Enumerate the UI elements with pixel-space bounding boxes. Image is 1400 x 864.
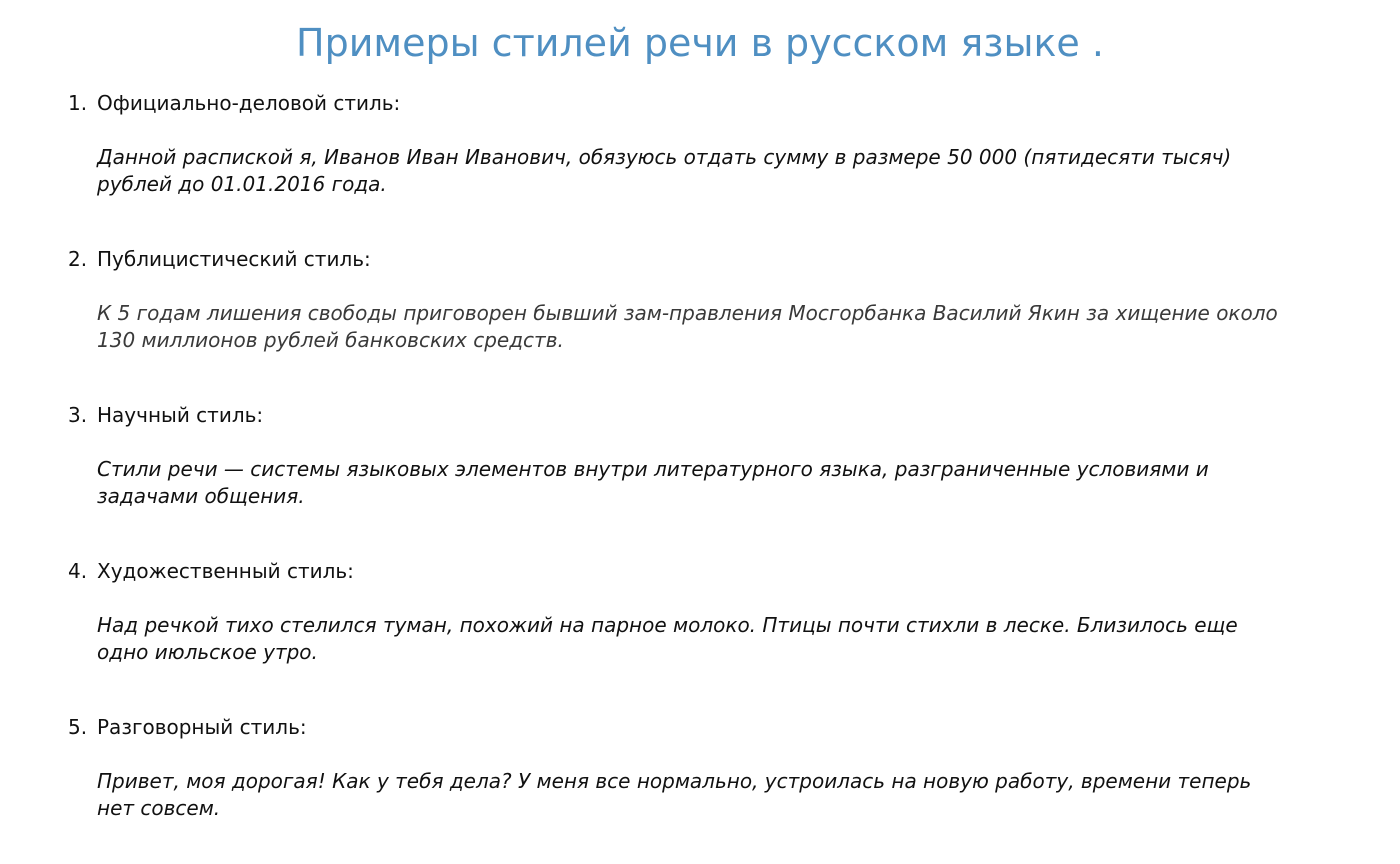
example-line: Стили речи — системы языковых элементов внутри литературного языка, разграниченные условиями и [97, 457, 1209, 481]
example-line: одно июльское утро. [97, 640, 318, 664]
section-number: 1. [68, 91, 88, 115]
example-line: Данной распиской я, Иванов Иван Иванович, обязуюсь отдать сумму в размере 50 000 (пятидесяти тысяч) [97, 145, 1232, 169]
example-line: задачами общения. [97, 484, 305, 508]
section-title: Публицистический стиль: [97, 247, 371, 271]
style-section-artistic [68, 558, 1368, 666]
section-example [97, 300, 1387, 354]
section-heading [68, 246, 1368, 272]
example-line: нет совсем. [97, 796, 221, 820]
style-section-official [68, 90, 1368, 198]
style-section-publicistic [68, 246, 1368, 354]
example-line: Над речкой тихо стелился туман, похожий на парное молоко. Птицы почти стихли в леске. Близилось еще [97, 613, 1238, 637]
section-title: Художественный стиль: [97, 559, 354, 583]
page-title: Примеры стилей речи в русском языке . [296, 21, 1104, 65]
section-title: Разговорный стиль: [97, 715, 307, 739]
example-line: Привет, моя дорогая! Как у тебя дела? У меня все нормально, устроилась на новую работу, времени теперь [97, 769, 1252, 793]
section-heading [68, 714, 1368, 740]
section-example [97, 768, 1387, 822]
section-example [97, 144, 1387, 198]
section-number: 5. [68, 715, 88, 739]
section-number: 4. [68, 559, 88, 583]
section-title: Научный стиль: [97, 403, 264, 427]
section-example [97, 456, 1387, 510]
section-number: 3. [68, 403, 88, 427]
section-heading [68, 90, 1368, 116]
section-example [97, 612, 1387, 666]
section-number: 2. [68, 247, 88, 271]
section-heading [68, 402, 1368, 428]
style-section-colloquial [68, 714, 1368, 822]
example-line: К 5 годам лишения свободы приговорен бывший зам-правления Мосгорбанка Василий Якин за хищение около [97, 301, 1278, 325]
section-title: Официально-деловой стиль: [97, 91, 401, 115]
example-line: 130 миллионов рублей банковских средств. [97, 328, 564, 352]
section-heading [68, 558, 1368, 584]
style-section-scientific [68, 402, 1368, 510]
example-line: рублей до 01.01.2016 года. [97, 172, 387, 196]
